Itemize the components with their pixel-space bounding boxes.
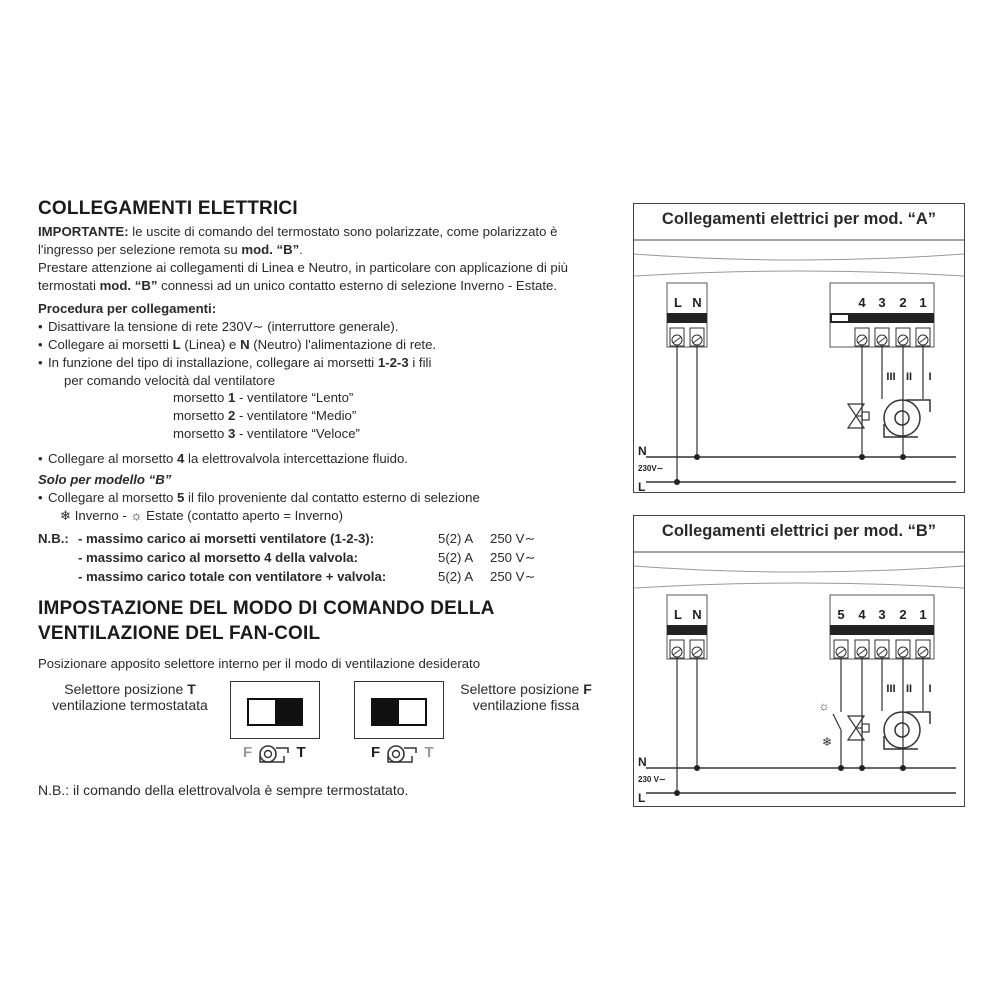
fan-icon bbox=[256, 742, 292, 764]
line-label-L: L bbox=[638, 480, 646, 492]
valve-note: N.B.: il comando della elettrovalvola è sempre termostatato. bbox=[38, 782, 409, 798]
terminal-label-5: 5 bbox=[837, 607, 845, 622]
terminal-label-4: 4 bbox=[858, 295, 866, 310]
model-b-title: Solo per modello “B” bbox=[38, 472, 172, 487]
speed-label-III: III bbox=[886, 371, 896, 383]
terminal-label-1: 1 bbox=[919, 295, 927, 310]
nb-current: 5(2) A bbox=[438, 550, 474, 565]
morsetto-row: morsetto 1 - ventilatore “Lento” bbox=[173, 390, 354, 405]
bullet-item: • In funzione del tipo di installazione, collegare ai morsetti 1-2-3 i fili bbox=[48, 354, 608, 372]
terminal-label-3: 3 bbox=[878, 295, 886, 310]
terminal-label-L: L bbox=[674, 607, 682, 622]
section-title-impostazione-2: VENTILAZIONE DEL FAN-COIL bbox=[38, 623, 321, 644]
wiring-diagram-b bbox=[633, 515, 965, 807]
bullet-item: • Collegare al morsetto 4 la elettrovalvola intercettazione fluido. bbox=[48, 450, 608, 468]
bullet-item: • Collegare al morsetto 5 il filo proveniente dal contatto esterno di selezione bbox=[48, 489, 608, 507]
selector-switch-t bbox=[230, 681, 320, 739]
selector-switch-f bbox=[354, 681, 444, 739]
terminal-label-N: N bbox=[692, 607, 702, 622]
terminal-label-1: 1 bbox=[919, 607, 927, 622]
fan-mode-f-symbol: F T bbox=[371, 742, 434, 764]
terminal-label-N: N bbox=[692, 295, 702, 310]
bullet-continuation: per comando velocità dal ventilatore bbox=[64, 373, 276, 388]
nb-text: - massimo carico totale con ventilatore + valvola: bbox=[78, 569, 387, 584]
section-title-impostazione: IMPOSTAZIONE DEL MODO DI COMANDO DELLA bbox=[38, 598, 495, 619]
voltage-label: 230 V∼ bbox=[638, 775, 666, 784]
diagram-b-title: Collegamenti elettrici per mod. “B” bbox=[661, 522, 937, 540]
important-paragraph: IMPORTANTE: le uscite di comando del termostato sono polarizzate, come polarizzato è l'ingresso per selezione remota su mod. “B”. Prestare attenzione ai collegamenti di Linea e Neutro, in particolare con applicazione di più termostati mod. “B” connessi ad un unico contatto esterno di selezione Inverno - Estate. bbox=[38, 224, 569, 293]
nb-current: 5(2) A bbox=[438, 531, 474, 546]
morsetto-row: morsetto 2 - ventilatore “Medio” bbox=[173, 408, 357, 423]
speed-label-II: II bbox=[905, 371, 913, 383]
line-label-N: N bbox=[638, 755, 647, 769]
sun-icon: ☼ bbox=[818, 699, 830, 713]
fan-mode-t-symbol: F T bbox=[243, 742, 306, 764]
diagram-a-drawing bbox=[634, 204, 964, 492]
terminal-label-L: L bbox=[674, 295, 682, 310]
selector-t-label: Selettore posizione T ventilazione termostatata bbox=[52, 681, 208, 713]
terminal-label-3: 3 bbox=[878, 607, 886, 622]
wiring-diagram-a bbox=[633, 203, 965, 493]
valve-icon bbox=[848, 716, 869, 740]
selector-intro: Posizionare apposito selettore interno per il modo di ventilazione desiderato bbox=[38, 656, 481, 671]
speed-label-II: II bbox=[905, 683, 913, 695]
nb-text: - massimo carico al morsetto 4 della valvola: bbox=[78, 550, 358, 565]
terminal-label-2: 2 bbox=[899, 607, 907, 622]
nb-label: N.B.: bbox=[38, 531, 69, 546]
morsetto-row: morsetto 3 - ventilatore “Veloce” bbox=[173, 426, 360, 441]
line-label-L: L bbox=[638, 791, 646, 805]
fan-motor-icon bbox=[884, 712, 930, 749]
diagram-a-title: Collegamenti elettrici per mod. “A” bbox=[661, 210, 937, 228]
bullet-item: • Collegare ai morsetti L (Linea) e N (Neutro) l'alimentazione di rete. bbox=[48, 336, 608, 354]
nb-voltage: 250 V∼ bbox=[490, 550, 536, 565]
switch-slot bbox=[371, 698, 427, 726]
speed-label-I: I bbox=[928, 683, 932, 695]
voltage-label: 230V∼ bbox=[638, 464, 664, 473]
fan-motor-icon bbox=[884, 400, 930, 437]
section-title-collegamenti: COLLEGAMENTI ELETTRICI bbox=[38, 198, 298, 219]
bullet-item: • Disattivare la tensione di rete 230V∼ (interruttore generale). bbox=[48, 318, 608, 336]
nb-current: 5(2) A bbox=[438, 569, 474, 584]
speed-label-III: III bbox=[886, 683, 896, 695]
nb-voltage: 250 V∼ bbox=[490, 569, 536, 584]
fan-icon bbox=[384, 742, 420, 764]
valve-icon bbox=[848, 404, 869, 428]
diagram-b-drawing bbox=[634, 516, 964, 806]
terminal-label-4: 4 bbox=[858, 607, 866, 622]
terminal-label-2: 2 bbox=[899, 295, 907, 310]
nb-voltage: 250 V∼ bbox=[490, 531, 536, 546]
bullet-continuation: ❄ Inverno - ☼ Estate (contatto aperto = Inverno) bbox=[60, 508, 343, 523]
snowflake-icon: ❄ bbox=[821, 735, 833, 749]
switch-slider bbox=[373, 700, 399, 724]
selector-f-label: Selettore posizione F ventilazione fissa bbox=[460, 681, 592, 713]
speed-label-I: I bbox=[928, 371, 932, 383]
nb-text: - massimo carico ai morsetti ventilatore (1-2-3): bbox=[78, 531, 375, 546]
line-label-N: N bbox=[638, 444, 647, 458]
switch-slider bbox=[275, 700, 301, 724]
switch-slot bbox=[247, 698, 303, 726]
procedure-title: Procedura per collegamenti: bbox=[38, 301, 217, 316]
